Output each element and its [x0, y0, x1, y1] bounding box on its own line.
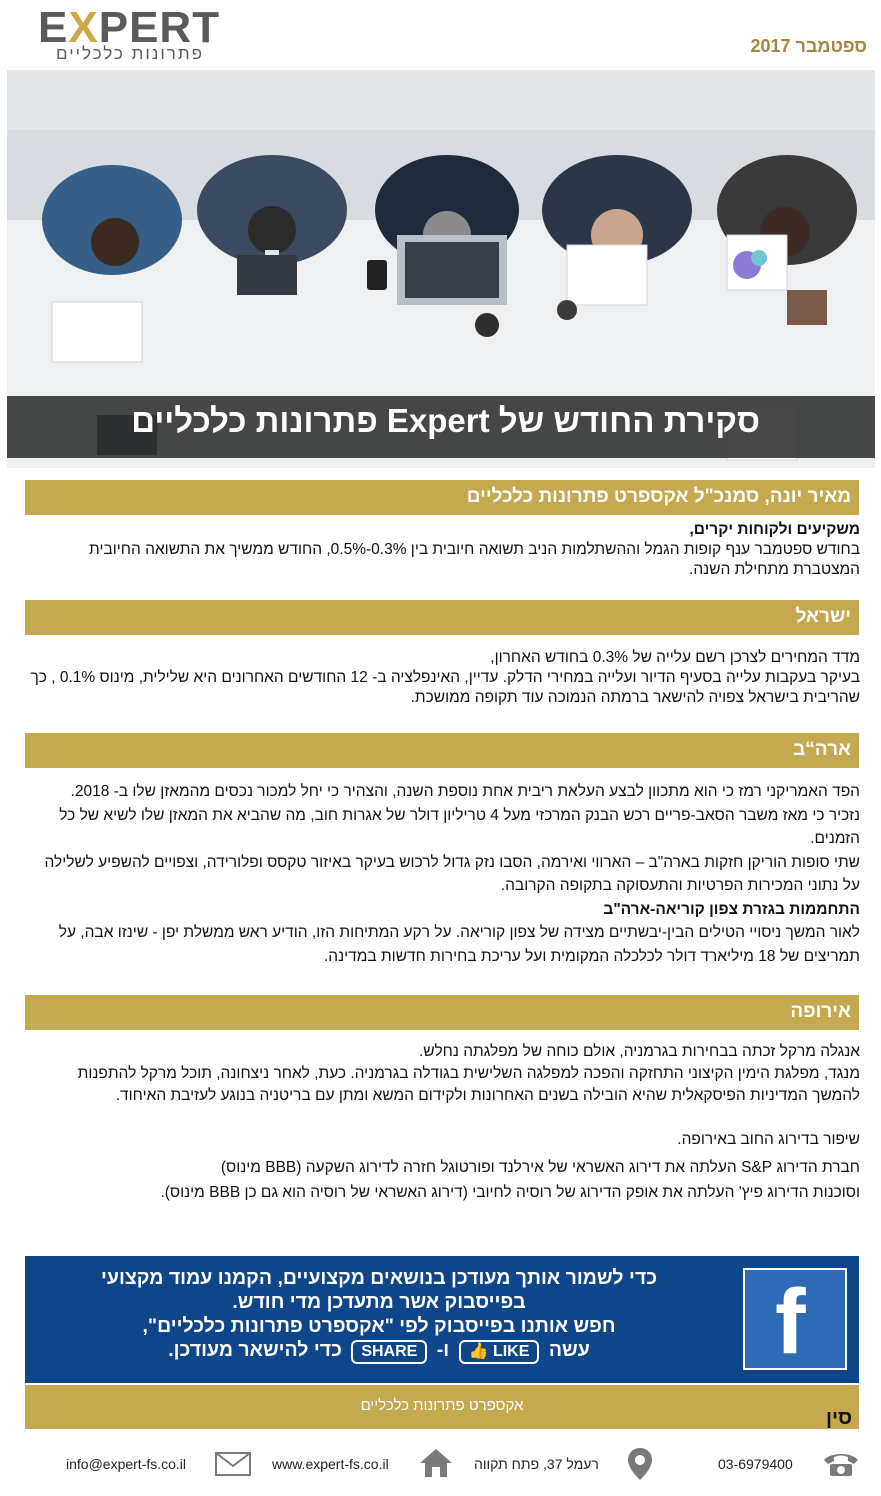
facebook-line-4	[49, 1338, 709, 1364]
phone-icon	[822, 1450, 860, 1478]
usa-paragraph-1: הפד האמריקני רמז כי הוא מתכוון לבצע העלאת ריבית אחת נוספת השנה, והצהיר כי יחל למכור נכסים מהמאזן שלו ב- 2018.	[70, 783, 860, 800]
facebook-promo-box	[25, 1256, 859, 1383]
section-header-israel	[25, 600, 859, 635]
facebook-line-2: בפייסבוק אשר מתעדכן מדי חודש.	[232, 1291, 526, 1313]
phone-number[interactable]: 03-6979400	[718, 1456, 793, 1472]
footer-bar	[25, 1385, 859, 1429]
usa-paragraph-3: שתי סופות הוריקן חזקות בארה"ב – הארווי ואירמה, הסבו נזק גדול לרכוש בעיקר באיזור טקסס ופלורידה, וצפויים להשפיע לשלילה על נתוני המכירות הפרטיות והתעסוקה בתקופה הקרובה.	[44, 853, 860, 894]
footer-company-name[interactable]: אקספרט פתרונות כלכליים	[360, 1397, 524, 1414]
facebook-logo-letter: f	[775, 1271, 806, 1373]
europe-paragraph-4: חברת הדירוג S&P העלתה את דירוג האשראי של אירלנד ופורטוגל חזרה לדירוג השקעה (BBB מינוס)	[220, 1159, 860, 1176]
logo-wordmark: EXPERT	[38, 3, 221, 52]
header	[0, 0, 881, 70]
expert-logo[interactable]	[38, 3, 221, 64]
section-header-europe	[25, 995, 859, 1030]
footer-sin-label: סין	[826, 1407, 853, 1429]
share-button[interactable]: SHARE	[351, 1340, 427, 1364]
envelope-icon	[215, 1452, 251, 1476]
usa-subheading: התחממות בגזרת צפון קוריאה-ארה"ב	[603, 900, 860, 918]
facebook-icon[interactable]	[743, 1268, 847, 1373]
facebook-line-1: כדי לשמור אותך מעודכן בנושאים מקצועיים, הקמנו עמוד מקצועי	[101, 1267, 657, 1289]
section-header-usa	[25, 733, 859, 768]
usa-heading: ארה“ב	[793, 739, 851, 760]
location-pin-icon	[627, 1447, 653, 1481]
like-button[interactable]: 👍 LIKE	[459, 1340, 540, 1364]
section-header-intro	[25, 480, 859, 515]
website-link[interactable]: www.expert-fs.co.il	[272, 1456, 389, 1472]
israel-paragraph-2: בעיקר בעקבות עלייה בסעיף הדיור ועלייה במחירי הדלק. עדיין, האינפלציה ב- 12 החודשים האחרונים היא שלילית, מינוס 0.1% , כך שהריבית בישראל צפויה להישאר ברמתה הנמוכה עוד תקופה ממושכת.	[30, 669, 860, 706]
intro-section	[28, 520, 860, 580]
europe-paragraph-2: מנגד, מפלגת הימין הקיצוני התחזקה והפכה למפלגה השלישית בגודלה בגרמניה. כעת, לאחר ניצחונה, תוכל מרקל להתפנות להמשך המדיניות הפיסקאלית שהיא הובילה בשנים האחרונות ולקידום המשא ומתן עם בריטניה בנוגע לעזיבת האיחוד.	[77, 1065, 860, 1104]
address: רעמל 37, פתח תקווה	[474, 1456, 599, 1472]
usa-paragraph-2: נזכיר כי מאז משבר הסאב-פריים רכש הבנק המרכזי מעל 4 טריליון דולר של אגרות חוב, מה שהביא את המאזן שלו לשיא של כל הזמנים.	[59, 806, 860, 847]
europe-section	[28, 1041, 860, 1205]
issue-date: ספטמבר 2017	[750, 36, 867, 56]
logo-subtitle: פתרונות כלכליים	[56, 44, 204, 63]
intro-subheading: משקיעים ולקוחות יקרים,	[689, 521, 860, 538]
europe-paragraph-1: אנגלה מרקל זכתה בבחירות בגרמניה, אולם כוחה של מפלגתה נחלש.	[419, 1043, 860, 1060]
israel-section	[28, 648, 860, 708]
home-icon	[418, 1447, 454, 1479]
intro-paragraph: בחודש ספטמבר ענף קופות הגמל וההשתלמות הניב תשואה חיובית בין 0.3%-0.5%, החודש ממשיך את התשואה החיובית המצטברת מתחילת השנה.	[89, 541, 860, 578]
facebook-promo-text	[49, 1266, 709, 1364]
facebook-line-4-start: עשה	[548, 1339, 590, 1361]
facebook-line-4-end: כדי להישאר מעודכן.	[168, 1339, 342, 1361]
person-1	[42, 165, 182, 275]
israel-paragraph-1: מדד המחירים לצרכן רשם עלייה של 0.3% בחודש האחרון,	[490, 649, 860, 666]
facebook-and: ו-	[436, 1339, 450, 1361]
newsletter-title: סקירת החודש של Expert פתרונות כלכליים	[131, 402, 760, 439]
thumbs-up-icon: 👍	[468, 1343, 489, 1360]
hero-banner	[7, 396, 875, 458]
usa-paragraph-4: לאור המשך ניסויי הטילים הבין-יבשתיים מצידה של צפון קוריאה. על רקע המתיחות הזו, הודיע ראש ממשלת יפן - שינזו אבה, על תמריצים של 18 מיליארד דולר לכלכלה המקומית ועל עריכת בחירות חדשות במדינה.	[58, 924, 860, 965]
israel-heading: ישראל	[795, 606, 851, 627]
facebook-line-3: חפש אותנו בפייסבוק לפי "אקספרט פתרונות כלכליים",	[142, 1315, 616, 1337]
europe-paragraph-5: וסוכנות הדירוג פיץ' העלתה את אופק הדירוג של רוסיה לחיובי (דירוג האשראי של רוסיה הוא גם כן BBB מינוס).	[160, 1184, 860, 1201]
email-link[interactable]: info@expert-fs.co.il	[66, 1456, 187, 1472]
europe-paragraph-3: שיפור בדירוג החוב באירופה.	[677, 1131, 860, 1148]
intro-heading: מאיר יונה, סמנכ"ל אקספרט פתרונות כלכליים	[466, 486, 851, 507]
europe-heading: אירופה	[790, 1001, 851, 1022]
usa-section	[28, 780, 860, 968]
hero-image	[7, 70, 875, 468]
